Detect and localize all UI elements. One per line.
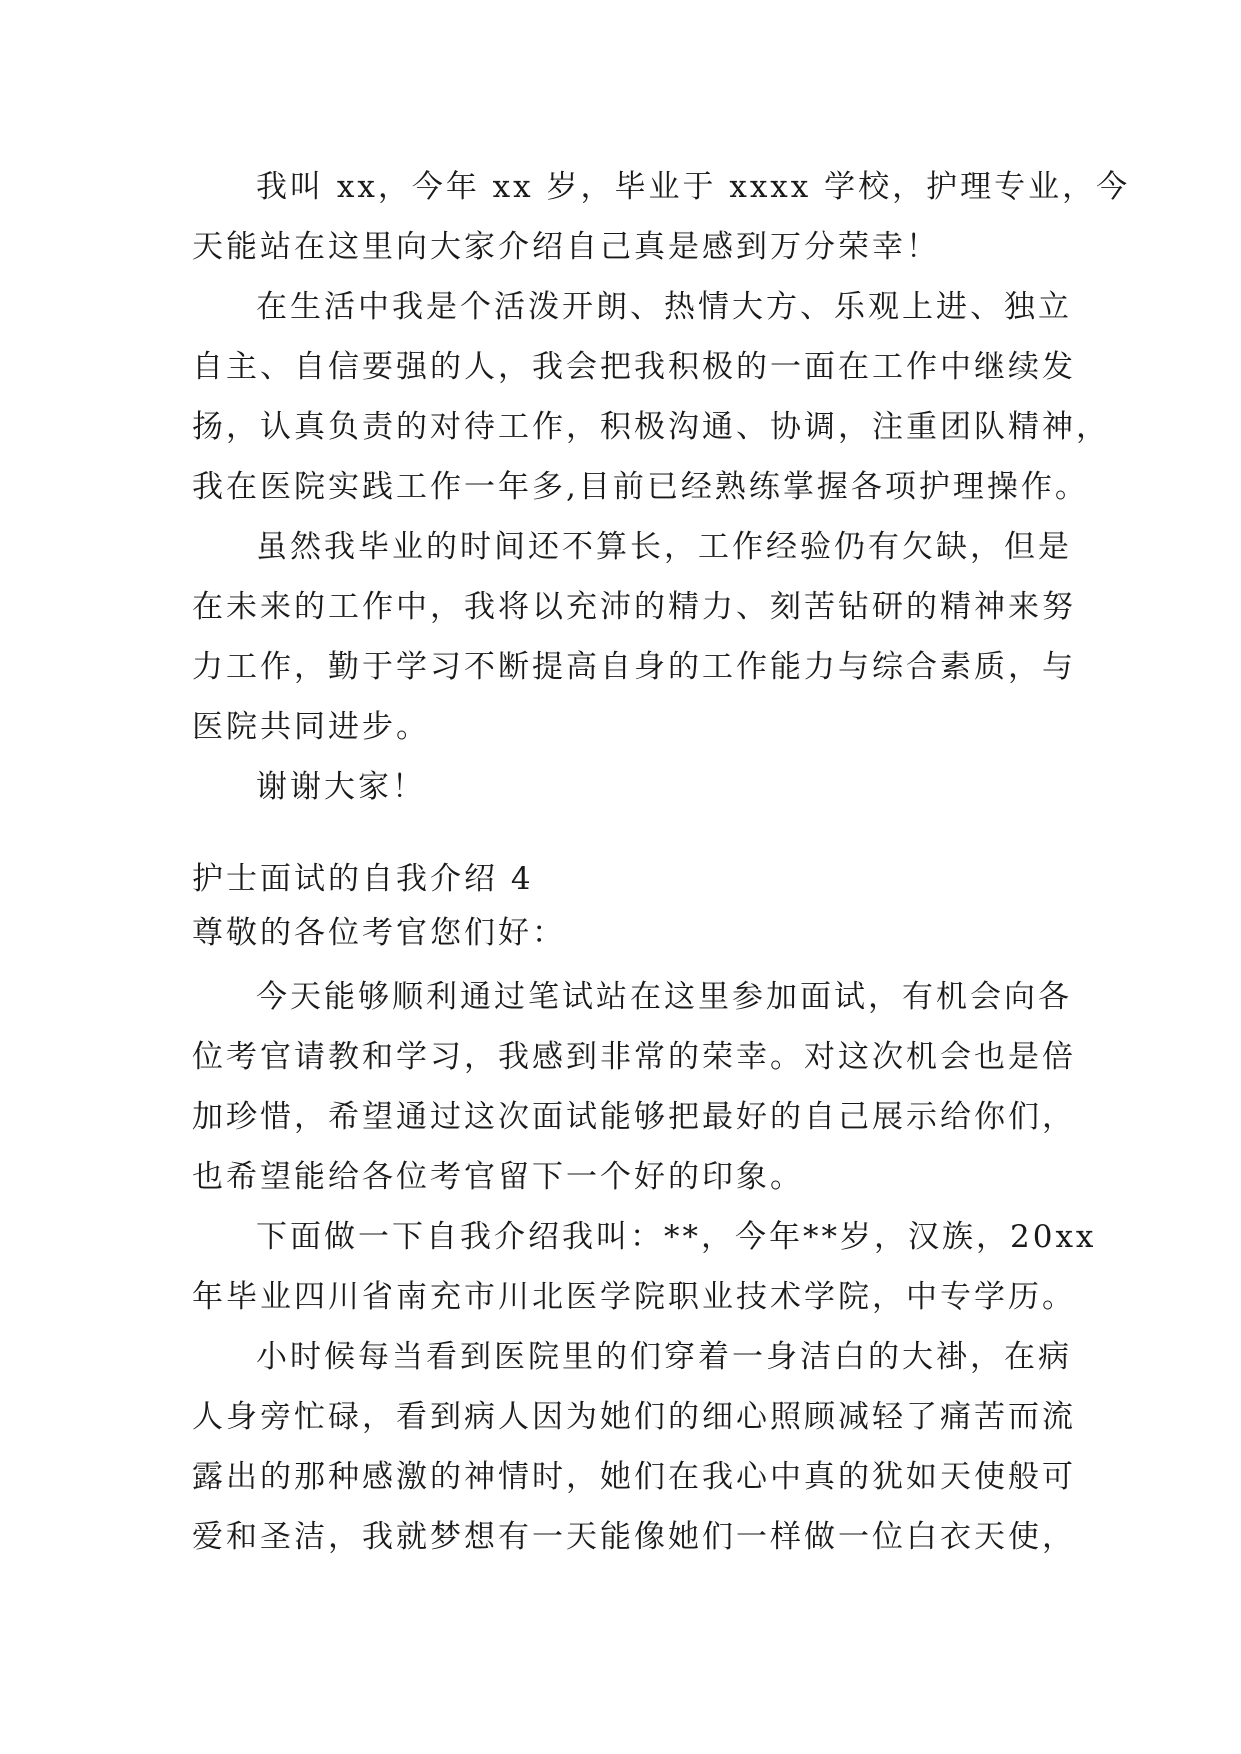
section-1 <box>192 157 1131 817</box>
greeting: 尊敬的各位考官您们好： <box>192 915 566 951</box>
paragraph-6 <box>192 1207 1097 1327</box>
text-line: 扬，认真负责的对待工作，积极沟通、协调，注重团队精神， <box>192 409 1110 445</box>
text-line: 今天能够顺利通过笔试站在这里参加面试，有机会向各 <box>256 979 1072 1015</box>
text-line: 自主、自信要强的人，我会把我积极的一面在工作中继续发 <box>192 349 1076 385</box>
text-line: 加珍惜，希望通过这次面试能够把最好的自己展示给你们， <box>192 1099 1076 1135</box>
text-line: 也希望能给各位考官留下一个好的印象。 <box>192 1159 804 1195</box>
text-line: 天能站在这里向大家介绍自己真是感到万分荣幸！ <box>192 229 940 265</box>
section-2 <box>192 852 1052 960</box>
text-line: 下面做一下自我介绍我叫：**，今年**岁，汉族，20xx <box>256 1219 1097 1255</box>
text-line: 我叫 xx，今年 xx 岁，毕业于 xxxx 学校，护理专业，今 <box>256 169 1131 205</box>
text-line: 力工作，勤于学习不断提高自身的工作能力与综合素质，与 <box>192 649 1076 685</box>
text-line: 虽然我毕业的时间还不算长，工作经验仍有欠缺，但是 <box>256 529 1072 565</box>
section-2-body <box>192 967 1097 1567</box>
text-line: 小时候每当看到医院里的们穿着一身洁白的大褂，在病 <box>256 1339 1072 1375</box>
text-line: 在生活中我是个活泼开朗、热情大方、乐观上进、独立 <box>256 289 1072 325</box>
text-line: 露出的那种感激的神情时，她们在我心中真的犹如天使般可 <box>192 1459 1076 1495</box>
text-line: 位考官请教和学习，我感到非常的荣幸。对这次机会也是倍 <box>192 1039 1076 1075</box>
paragraph-5 <box>192 967 1076 1207</box>
paragraph-2 <box>192 277 1110 517</box>
paragraph-1 <box>192 157 1131 277</box>
text-line: 我在医院实践工作一年多,目前已经熟练掌握各项护理操作。 <box>192 469 1089 505</box>
text-line: 谢谢大家！ <box>256 769 426 805</box>
section-title: 护士面试的自我介绍 4 <box>192 861 534 897</box>
paragraph-4 <box>192 757 1052 817</box>
paragraph-3 <box>192 517 1076 757</box>
text-line: 人身旁忙碌，看到病人因为她们的细心照顾减轻了痛苦而流 <box>192 1399 1076 1435</box>
paragraph-7 <box>192 1327 1076 1567</box>
text-line: 爱和圣洁，我就梦想有一天能像她们一样做一位白衣天使， <box>192 1519 1076 1555</box>
text-line: 医院共同进步。 <box>192 709 430 745</box>
text-line: 年毕业四川省南充市川北医学院职业技术学院，中专学历。 <box>192 1279 1076 1315</box>
text-line: 在未来的工作中，我将以充沛的精力、刻苦钻研的精神来努 <box>192 589 1076 625</box>
